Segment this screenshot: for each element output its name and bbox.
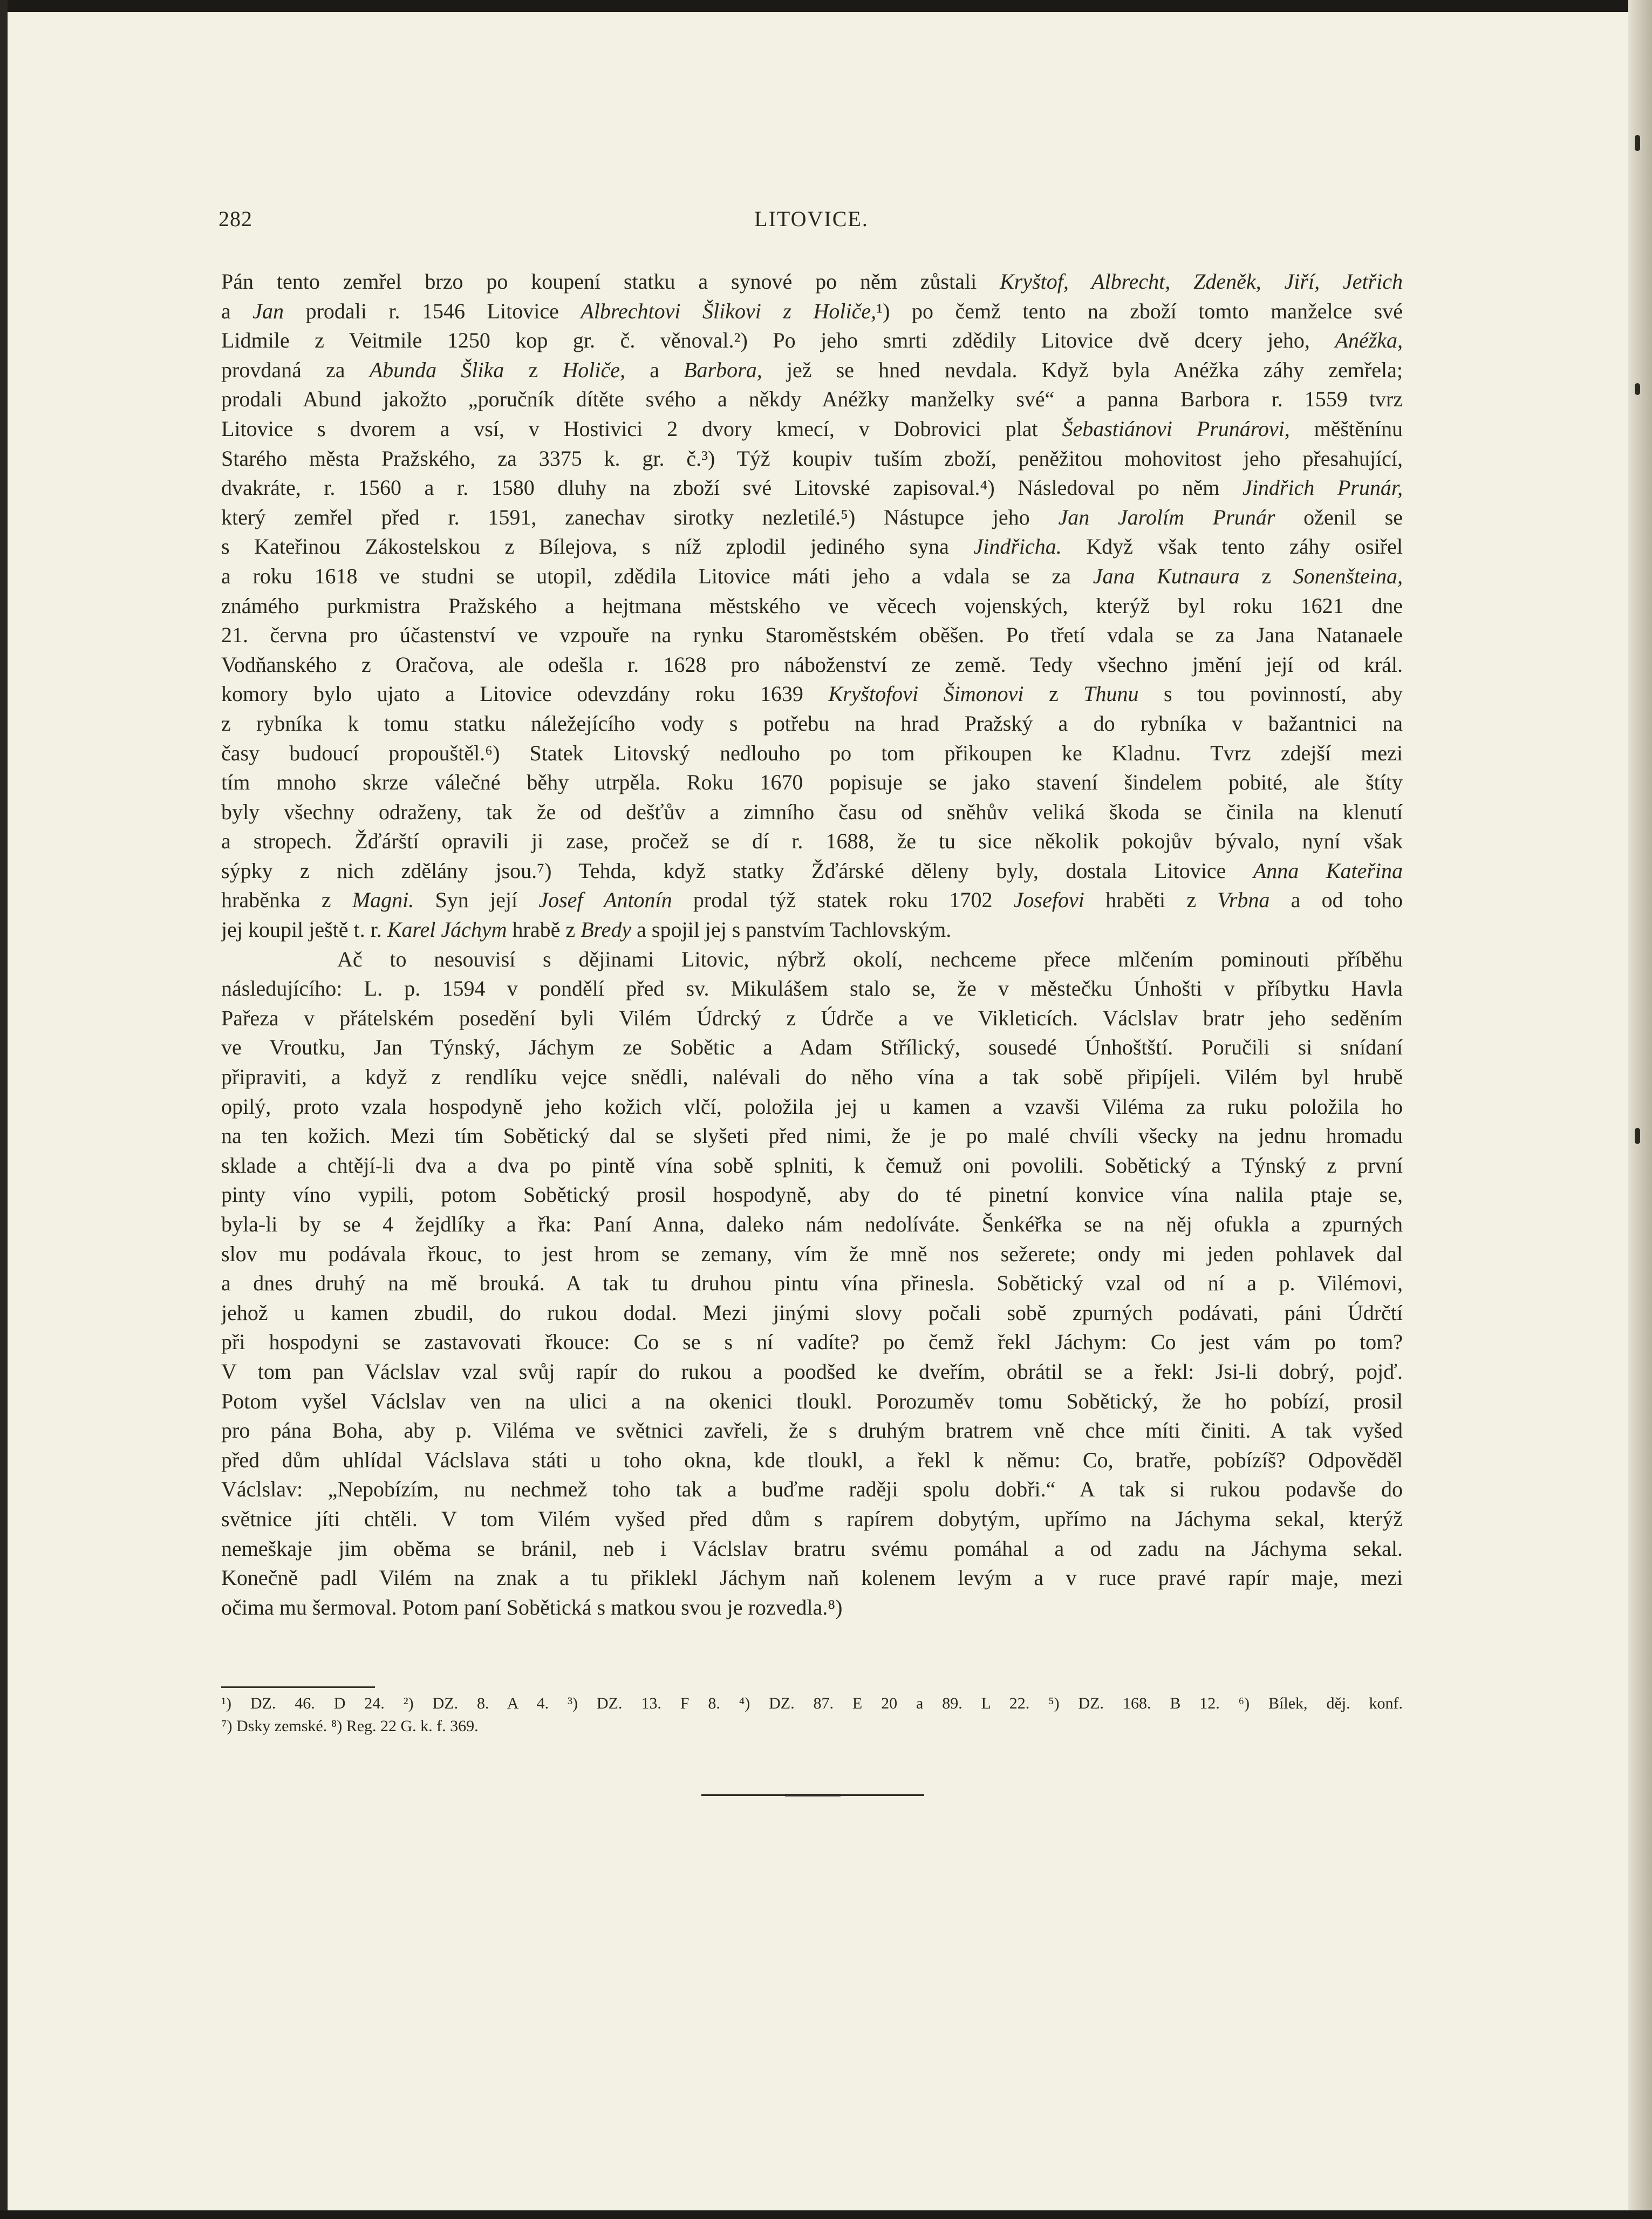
text-line: [221, 856, 1403, 886]
text-line: [221, 297, 1403, 326]
text-line: [221, 1151, 1403, 1181]
text-line: [221, 414, 1403, 444]
italic-name: Josef Antonín: [538, 888, 672, 913]
text-run: a dnes druhý na mě brouká. A tak tu druhou pintu vína přinesla. Sobětický vzal od ní a p. Vilémovi,: [221, 1271, 1403, 1296]
text-line: [221, 739, 1403, 768]
text-run: 21. června pro účastenství ve vzpouře na rynku Staroměstském oběšen. Po třetí vdala se za Jana Natanaele: [221, 623, 1403, 648]
text-run: tím mnoho skrze válečné běhy utrpěla. Roku 1670 popisuje se jako stavení šindelem pobité, ale štíty: [221, 770, 1403, 795]
text-run: prodali r. 1546 Litovice: [284, 298, 581, 323]
paragraph: [221, 945, 1403, 1623]
text-line: [221, 709, 1403, 739]
italic-name: Kryštofovi Šimonovi: [828, 682, 1024, 706]
scan-border-left: [0, 0, 8, 2219]
text-run: světnice jíti chtěli. V tom Vilém vyšed před dům s rapírem dobytým, upřímo na Jáchyma sekal, kterýž: [221, 1506, 1403, 1531]
text-line: [221, 1534, 1403, 1564]
text-run: při hospodyni se zastavovati řkouce: Co se s ní vadíte? po čemž řekl Jáchym: Co jest vám po tom?: [221, 1330, 1403, 1354]
text-run: dvakráte, r. 1560 a r. 1580 dluhy na zboží své Litovské zapisoval.⁴) Následoval po něm: [221, 475, 1243, 500]
page-header: [219, 206, 1404, 239]
text-line: [221, 1505, 1403, 1534]
text-run: Litovice s dvorem a vsí, v Hostivici 2 dvory kmecí, v Dobrovici plat: [221, 416, 1062, 441]
text-line: [221, 768, 1403, 798]
text-line: [221, 591, 1403, 621]
text-run: s tou povinností, aby: [1138, 682, 1403, 706]
text-line: [221, 473, 1403, 503]
body-text: [221, 267, 1403, 1622]
italic-name: Jindřich Prunár,: [1242, 475, 1403, 500]
text-run: a: [221, 298, 253, 323]
text-run: z: [1023, 682, 1084, 706]
text-run: Syn její: [414, 888, 539, 913]
italic-name: Thunu: [1083, 682, 1139, 706]
text-run: nemeškaje jim oběma se bránil, neb i Václslav bratru svému pomáhal a od zadu na Jáchyma sekal.: [221, 1536, 1403, 1561]
text-run: pro pána Boha, aby p. Viléma ve světnici zavřeli, že s druhým bratrem vně chce míti činiti. A tak vyšed: [221, 1418, 1403, 1443]
text-run: sýpky z nich zdělány jsou.⁷) Tehda, když statky Žďárské děleny byly, dostala Litovice: [221, 858, 1253, 883]
text-run: na ten kožich. Mezi tím Sobětický dal se slyšeti před nimi, že je po malé chvíli všecky na jednu hromadu: [221, 1124, 1403, 1148]
text-run: pinty víno vypili, potom Sobětický prosil hospodyně, aby do té pinetní konvice vína nalila ptaje se,: [221, 1182, 1403, 1207]
text-line: [221, 1033, 1403, 1063]
text-run: ¹) po čemž tento na zboží tomto manželce své: [876, 298, 1403, 323]
text-run: očima mu šermoval. Potom paní Sobětická s matkou svou je rozvedla.⁸): [221, 1595, 843, 1619]
footnote-line: ¹) DZ. 46. D 24. ²) DZ. 8. A 4. ³) DZ. 13. F 8. ⁴) DZ. 87. E 20 a 89. L 22. ⁵) DZ. 168. B 12. ⁶) Bílek, děj. konf.: [221, 1694, 1403, 1712]
text-line: [221, 356, 1403, 385]
end-rule: [785, 1794, 841, 1796]
text-line: [221, 650, 1403, 680]
text-line: [221, 532, 1403, 562]
text-line: [221, 1593, 1403, 1623]
text-line: [221, 827, 1403, 856]
text-run: prodal týž statek roku 1702: [672, 888, 1014, 913]
text-run: který zemřel před r. 1591, zanechav sirotky nezletilé.⁵) Nástupce jeho: [221, 505, 1059, 529]
text-line: [221, 1240, 1403, 1269]
text-run: z: [504, 357, 563, 382]
end-rule: [701, 1794, 785, 1796]
edge-mark: [1635, 135, 1640, 151]
text-line: [221, 1180, 1403, 1210]
italic-name: Magni.: [352, 888, 414, 913]
text-line: [221, 1328, 1403, 1357]
text-run: Když však tento záhy osiřel: [1061, 534, 1403, 559]
italic-name: Barbora,: [684, 357, 762, 382]
text-run: byla-li by se 4 žejdlíky a řka: Paní Anna, daleko nám nedolíváte. Šenkéřka se na něj ofukla a zpurných: [221, 1212, 1403, 1236]
text-line: [221, 1475, 1403, 1505]
italic-name: Kryštof, Albrecht, Zdeněk, Jiří, Jetřich: [1000, 269, 1403, 294]
italic-name: Anna Kateřina: [1253, 858, 1403, 883]
footnote-line: ⁷) Dsky zemské. ⁸) Reg. 22 G. k. f. 369.: [221, 1717, 479, 1735]
text-run: z rybníka k tomu statku náležejícího vody s potřebu na hrad Pražský a do rybníka v bažantnici na: [221, 711, 1403, 736]
text-line: [221, 562, 1403, 591]
text-line: [221, 621, 1403, 650]
text-run: a roku 1618 ve studni se utopil, zdědila Litovice máti jeho a vdala se za: [221, 563, 1093, 588]
text-run: měštěnínu: [1289, 416, 1403, 441]
text-line: [221, 1004, 1403, 1033]
text-run: provdaná za: [221, 357, 370, 382]
text-line: [221, 798, 1403, 827]
text-run: slov mu podávala řkouc, to jest hrom se zemany, vím že mně nos sežerete; ondy mi jeden pohlavek dal: [221, 1241, 1403, 1266]
italic-name: Holiče,: [562, 357, 626, 382]
scan-border-right: [1628, 0, 1652, 2219]
text-run: následujícího: L. p. 1594 v pondělí před sv. Mikulášem stalo se, že v městečku Únhošti v příbytku Havla: [221, 976, 1403, 1001]
text-line: [221, 974, 1403, 1004]
text-line: [221, 1416, 1403, 1446]
italic-name: Karel Jáchym: [387, 917, 507, 942]
text-line: [221, 1121, 1403, 1151]
text-line: [221, 1446, 1403, 1475]
text-run: a stropech. Žďárští opravili ji zase, pročež se dí r. 1688, že tu sice několik pokojův bývalo, nyní však: [221, 829, 1403, 854]
text-run: hraběti z: [1084, 888, 1218, 913]
running-title: LITOVICE.: [754, 207, 869, 231]
italic-name: Bredy: [581, 917, 632, 942]
text-run: z: [1239, 563, 1293, 588]
text-run: připraviti, a když z rendlíku vejce snědli, nalévali do něho vína a tak sobě připíjeli. Vilém byl hrubě: [221, 1065, 1403, 1090]
text-run: byly všechny odraženy, tak že od dešťův a zimního času od sněhův veliká škoda se činila na klenutí: [221, 799, 1403, 824]
text-run: V tom pan Václslav vzal svůj rapír do rukou a poodšed ke dveřím, obrátil se a řekl: Jsi-li dobrý, pojď.: [221, 1359, 1403, 1384]
italic-name: Vrbna: [1217, 888, 1270, 913]
text-run: a spojil jej s panstvím Tachlovským.: [631, 917, 952, 942]
text-line: [221, 503, 1403, 533]
end-rule: [841, 1794, 924, 1796]
text-line: [221, 915, 1403, 945]
text-run: oženil se: [1275, 505, 1403, 529]
text-run: prodali Abund jakožto „poručník dítěte svého a někdy Anéžky manželky své“ a panna Barbora r. 1559 tvrz: [221, 387, 1403, 412]
text-run: Starého města Pražského, za 3375 k. gr. č.³) Týž koupiv tuším zboží, peněžitou mohovitost jeho přesahující,: [221, 446, 1403, 471]
italic-name: Abunda Šlika: [369, 357, 504, 382]
italic-name: Anéžka,: [1335, 328, 1403, 353]
text-run: jehož u kamen zbudil, do rukou dodal. Mezi jinými slovy počali sobě zpurných podávati, páni Údrčtí: [221, 1300, 1403, 1325]
text-run: Konečně padl Vilém na znak a tu přiklekl Jáchym naň kolenem levým a v ruce pravé rapír maje, mezi: [221, 1565, 1403, 1590]
text-line: [221, 1563, 1403, 1593]
text-run: časy budoucí propouštěl.⁶) Statek Litovský nedlouho po tom přikoupen ke Kladnu. Tvrz zdejší mezi: [221, 740, 1403, 765]
page-number: 282: [219, 207, 252, 231]
scan-border-bottom: [0, 2210, 1652, 2219]
text-line: [221, 385, 1403, 414]
text-run: hraběnka z: [221, 888, 352, 913]
text-run: Pařeza v přátelském posedění byli Vilém Údrcký z Údrče a ve Vikleticích. Václslav bratr jeho seděním: [221, 1005, 1403, 1030]
text-line: [221, 444, 1403, 474]
italic-name: Šebastiánovi Prunárovi,: [1062, 416, 1290, 441]
text-line: [221, 1357, 1403, 1387]
text-run: s Kateřinou Zákostelskou z Bílejova, s níž zplodil jediného syna: [221, 534, 974, 559]
text-line: [221, 326, 1403, 356]
text-run: Lidmile z Veitmile 1250 kop gr. č. věnoval.²) Po jeho smrti zdědily Litovice dvě dcery jeho,: [221, 328, 1335, 353]
italic-name: Jana Kutnaura: [1093, 563, 1240, 588]
text-run: Ač to nesouvisí s dějinami Litovic, nýbrž okolí, nechceme přece mlčením pominouti příběhu: [337, 947, 1403, 971]
text-line: [221, 679, 1403, 709]
text-run: jej koupil ještě t. r.: [221, 917, 387, 942]
italic-name: Jan: [252, 298, 284, 323]
italic-name: Sonenšteina,: [1293, 563, 1403, 588]
text-run: sklade a chtějí-li dva a dva po pintě vína sobě splniti, k čemuž oni povolili. Sobětický a Týnský z první: [221, 1153, 1403, 1177]
text-line: [221, 267, 1403, 297]
edge-mark: [1635, 1128, 1640, 1144]
text-line: [221, 1298, 1403, 1328]
text-line: [221, 1387, 1403, 1417]
text-run: Václslav: „Nepobízím, nu nechmež toho tak a buďme raději spolu dobři.“ A tak si rukou podavše do: [221, 1477, 1403, 1502]
text-line: [221, 1063, 1403, 1092]
italic-name: Jindřicha.: [973, 534, 1062, 559]
text-run: před dům uhlídal Václslava státi u toho okna, kde tloukl, a řekl k němu: Co, bratře, pobízíš? Odpověděl: [221, 1447, 1403, 1472]
footnote-rule: [221, 1686, 375, 1688]
paragraph: [221, 267, 1403, 945]
text-run: Pán tento zemřel brzo po koupení statku a synové po něm zůstali: [221, 269, 1000, 294]
text-run: Potom vyšel Václslav ven na ulici a na okenici tloukl. Porozuměv tomu Sobětický, že ho pobízí, prosil: [221, 1388, 1403, 1413]
edge-mark: [1635, 383, 1640, 395]
italic-name: Albrechtovi Šlikovi z Holiče,: [581, 298, 877, 323]
text-line: [221, 945, 1403, 975]
italic-name: Jan Jarolím Prunár: [1058, 505, 1275, 529]
text-run: a od toho: [1269, 888, 1403, 913]
text-run: komory bylo ujato a Litovice odevzdány roku 1639: [221, 682, 829, 706]
text-line: [221, 1092, 1403, 1122]
text-run: hrabě z: [507, 917, 581, 942]
text-line: [221, 886, 1403, 915]
footnotes: [221, 1692, 1403, 1738]
text-run: známého purkmistra Pražského a hejtmana městského ve věcech vojenských, kterýž byl roku 1621 dne: [221, 593, 1403, 618]
text-run: opilý, proto vzala hospodyně jeho kožich vlčí, položila jej u kamen a vzavši Viléma za ruku položila ho: [221, 1094, 1403, 1119]
text-run: ve Vroutku, Jan Týnský, Jáchym ze Sobětic a Adam Střílický, sousedé Únhoštští. Poručili si snídaní: [221, 1035, 1403, 1060]
text-line: [221, 1269, 1403, 1298]
italic-name: Josefovi: [1013, 888, 1084, 913]
text-run: a: [625, 357, 684, 382]
text-run: Vodňanského z Oračova, ale odešla r. 1628 pro náboženství ze země. Tedy všechno jmění její od král.: [221, 652, 1403, 677]
scan-border-top: [0, 0, 1652, 12]
text-line: [221, 1210, 1403, 1240]
text-run: jež se hned nevdala. Když byla Anéžka záhy zemřela;: [762, 357, 1403, 382]
